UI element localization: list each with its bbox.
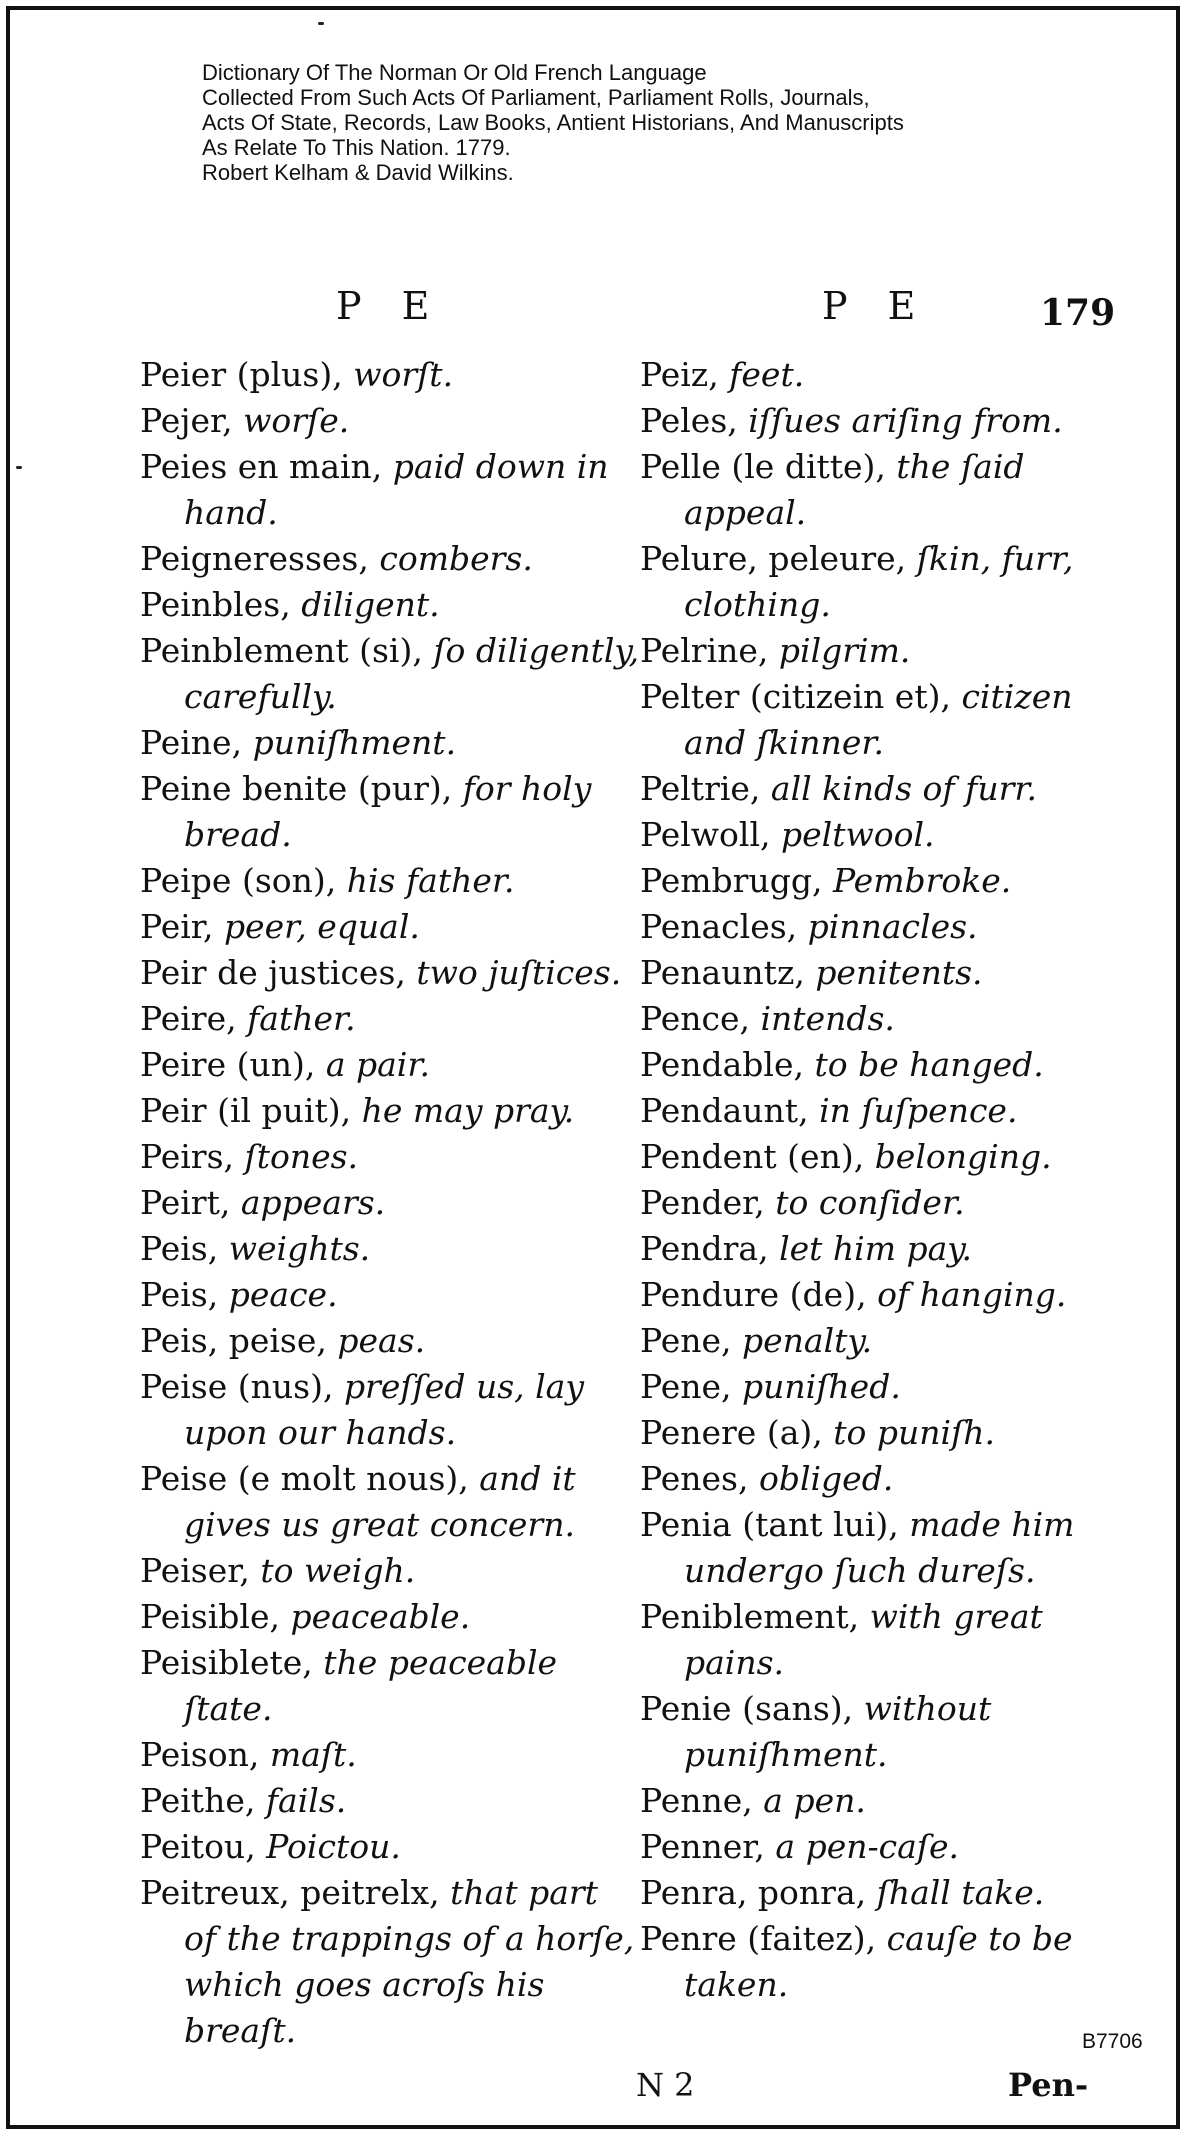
entry-headword: Peltrie, bbox=[640, 769, 771, 808]
entry-headword: Penie (sans), bbox=[640, 1689, 864, 1728]
dictionary-entry bbox=[140, 904, 640, 950]
entry-definition: he may pray. bbox=[361, 1091, 575, 1130]
dictionary-entry bbox=[640, 628, 1140, 674]
dictionary-entry bbox=[640, 1686, 1140, 1778]
entry-definition: combers. bbox=[379, 539, 533, 578]
entry-headword: Penacles, bbox=[640, 907, 808, 946]
dictionary-entry bbox=[640, 1318, 1140, 1364]
entry-definition: worſe. bbox=[243, 401, 350, 440]
dictionary-entry bbox=[140, 1778, 640, 1824]
dictionary-entry bbox=[140, 582, 640, 628]
dictionary-entry bbox=[140, 1640, 640, 1732]
entry-definition: two juſtices. bbox=[416, 953, 622, 992]
entry-headword: Pelrine, bbox=[640, 631, 779, 670]
entry-definition: appears. bbox=[240, 1183, 386, 1222]
dictionary-entry bbox=[640, 1042, 1140, 1088]
entry-definition: to conſider. bbox=[775, 1183, 965, 1222]
entry-definition: puniſhed. bbox=[742, 1367, 901, 1406]
entry-definition: peace. bbox=[228, 1275, 338, 1314]
entry-definition: of hanging. bbox=[877, 1275, 1067, 1314]
dictionary-entry bbox=[140, 1318, 640, 1364]
entry-definition: in ſuſpence. bbox=[819, 1091, 1018, 1130]
entry-headword: Peir (il puit), bbox=[140, 1091, 362, 1130]
left-column bbox=[140, 352, 640, 2054]
entry-headword: Peine, bbox=[140, 723, 253, 762]
entry-headword: Peisiblete, bbox=[140, 1643, 324, 1682]
dictionary-entry bbox=[640, 1870, 1140, 1916]
entry-definition: iſſues ariſing from. bbox=[748, 401, 1063, 440]
dictionary-entry bbox=[140, 720, 640, 766]
dictionary-entry bbox=[140, 444, 640, 536]
entry-headword: Peine benite (pur), bbox=[140, 769, 463, 808]
entry-definition: belonging. bbox=[874, 1137, 1052, 1176]
entry-headword: Penre (faitez), bbox=[640, 1919, 887, 1958]
entry-headword: Peies en main, bbox=[140, 447, 393, 486]
entry-headword: Penes, bbox=[640, 1459, 759, 1498]
entry-definition: to weigh. bbox=[260, 1551, 416, 1590]
signature-mark: N 2 bbox=[636, 2066, 695, 2104]
entry-definition: to be hanged. bbox=[814, 1045, 1044, 1084]
entry-definition: a pair. bbox=[325, 1045, 430, 1084]
entry-definition: weights. bbox=[228, 1229, 371, 1268]
entry-definition: peer, equal. bbox=[223, 907, 420, 946]
entry-headword: Penner, bbox=[640, 1827, 776, 1866]
entry-headword: Penne, bbox=[640, 1781, 764, 1820]
dictionary-entry bbox=[640, 398, 1140, 444]
dictionary-entry bbox=[140, 1732, 640, 1778]
entry-definition: father. bbox=[247, 999, 356, 1038]
dictionary-entry bbox=[640, 1272, 1140, 1318]
dictionary-entry bbox=[140, 536, 640, 582]
entry-headword: Pendaunt, bbox=[640, 1091, 820, 1130]
dictionary-entry bbox=[640, 1364, 1140, 1410]
entry-definition: puniſhment. bbox=[252, 723, 457, 762]
entry-definition: pinnacles. bbox=[807, 907, 978, 946]
entry-definition: without puniſhment. bbox=[684, 1689, 992, 1774]
dictionary-entry bbox=[640, 352, 1140, 398]
entry-definition: peltwool. bbox=[781, 815, 935, 854]
header-line: Robert Kelham & David Wilkins. bbox=[202, 160, 514, 185]
entry-definition: ſo diligently, carefully. bbox=[184, 631, 640, 716]
reference-code: B7706 bbox=[1082, 2030, 1143, 2053]
entry-headword: Pelle (le ditte), bbox=[640, 447, 897, 486]
right-column bbox=[640, 352, 1140, 2008]
dictionary-entry bbox=[640, 1226, 1140, 1272]
dictionary-entry bbox=[640, 1916, 1140, 2008]
page-number: 179 bbox=[1040, 292, 1116, 334]
dictionary-entry bbox=[140, 1594, 640, 1640]
entry-definition: citizen and ſkinner. bbox=[684, 677, 1073, 762]
dictionary-entry bbox=[140, 1548, 640, 1594]
ink-speck bbox=[16, 466, 22, 469]
dictionary-entry bbox=[140, 398, 640, 444]
right-running-head: P E bbox=[822, 284, 930, 328]
dictionary-entry bbox=[640, 1134, 1140, 1180]
entry-headword: Pelure, peleure, bbox=[640, 539, 917, 578]
entry-definition: for holy bread. bbox=[184, 769, 592, 854]
dictionary-entry bbox=[140, 1180, 640, 1226]
entry-headword: Peison, bbox=[140, 1735, 270, 1774]
entry-headword: Penia (tant lui), bbox=[640, 1505, 910, 1544]
ink-speck bbox=[318, 22, 324, 25]
dictionary-entry bbox=[140, 1272, 640, 1318]
entry-definition: all kinds of furr. bbox=[770, 769, 1037, 808]
entry-headword: Peitreux, peitrelx, bbox=[140, 1873, 451, 1912]
dictionary-entry bbox=[140, 950, 640, 996]
dictionary-entry bbox=[140, 352, 640, 398]
book-header bbox=[202, 60, 904, 185]
entry-headword: Peiser, bbox=[140, 1551, 261, 1590]
entry-headword: Peise (nus), bbox=[140, 1367, 344, 1406]
entry-definition: let him pay. bbox=[779, 1229, 973, 1268]
entry-definition: worſt. bbox=[353, 355, 454, 394]
header-line: Acts Of State, Records, Law Books, Antient Historians, And Manuscripts bbox=[202, 110, 904, 135]
dictionary-entry bbox=[640, 1502, 1140, 1594]
entry-headword: Pence, bbox=[640, 999, 761, 1038]
header-line: Collected From Such Acts Of Parliament, Parliament Rolls, Journals, bbox=[202, 85, 870, 110]
entry-headword: Peis, bbox=[140, 1229, 229, 1268]
entry-headword: Peis, peise, bbox=[140, 1321, 338, 1360]
entry-headword: Peiz, bbox=[640, 355, 730, 394]
entry-definition: the ſaid appeal. bbox=[684, 447, 1025, 532]
entry-headword: Pene, bbox=[640, 1321, 743, 1360]
dictionary-entry bbox=[640, 1778, 1140, 1824]
entry-definition: fails. bbox=[265, 1781, 347, 1820]
entry-definition: ſtones. bbox=[244, 1137, 359, 1176]
entry-headword: Pelwoll, bbox=[640, 815, 782, 854]
dictionary-entry bbox=[640, 812, 1140, 858]
entry-headword: Pender, bbox=[640, 1183, 776, 1222]
entry-headword: Pendure (de), bbox=[640, 1275, 878, 1314]
dictionary-entry bbox=[140, 1870, 640, 2054]
dictionary-entry bbox=[140, 996, 640, 1042]
entry-headword: Peitou, bbox=[140, 1827, 267, 1866]
entry-headword: Penra, ponra, bbox=[640, 1873, 877, 1912]
dictionary-entry bbox=[640, 444, 1140, 536]
entry-definition: Pembroke. bbox=[832, 861, 1012, 900]
dictionary-entry bbox=[640, 1180, 1140, 1226]
entry-headword: Peles, bbox=[640, 401, 749, 440]
dictionary-entry bbox=[640, 950, 1140, 996]
dictionary-entry bbox=[640, 536, 1140, 628]
entry-definition: made him undergo ſuch dureſs. bbox=[684, 1505, 1075, 1590]
dictionary-entry bbox=[140, 1042, 640, 1088]
entry-headword: Pembrugg, bbox=[640, 861, 833, 900]
dictionary-entry bbox=[140, 1824, 640, 1870]
entry-headword: Peinbles, bbox=[140, 585, 302, 624]
entry-headword: Peirt, bbox=[140, 1183, 241, 1222]
catchword: Pen- bbox=[1008, 2066, 1089, 2104]
entry-definition: to puniſh. bbox=[833, 1413, 995, 1452]
entry-headword: Pendent (en), bbox=[640, 1137, 875, 1176]
entry-definition: cauſe to be taken. bbox=[684, 1919, 1073, 2004]
entry-headword: Peier (plus), bbox=[140, 355, 354, 394]
entry-headword: Pendable, bbox=[640, 1045, 815, 1084]
entry-definition: feet. bbox=[729, 355, 805, 394]
entry-definition: penalty. bbox=[742, 1321, 873, 1360]
entry-headword: Pene, bbox=[640, 1367, 743, 1406]
entry-definition: his father. bbox=[346, 861, 515, 900]
entry-headword: Peire, bbox=[140, 999, 248, 1038]
entry-definition: diligent. bbox=[301, 585, 440, 624]
dictionary-entry bbox=[640, 1456, 1140, 1502]
left-running-head: P E bbox=[336, 284, 444, 328]
entry-headword: Pendra, bbox=[640, 1229, 780, 1268]
entry-headword: Peise (e molt nous), bbox=[140, 1459, 480, 1498]
entry-headword: Pejer, bbox=[140, 401, 244, 440]
entry-headword: Pelter (citizein et), bbox=[640, 677, 962, 716]
entry-headword: Peniblement, bbox=[640, 1597, 870, 1636]
entry-definition: the peaceable ſtate. bbox=[184, 1643, 558, 1728]
entry-definition: ſkin, furr, clothing. bbox=[684, 539, 1074, 624]
dictionary-entry bbox=[640, 674, 1140, 766]
dictionary-entry bbox=[140, 628, 640, 720]
entry-definition: pilgrim. bbox=[778, 631, 911, 670]
dictionary-entry bbox=[140, 1364, 640, 1456]
entry-definition: with great pains. bbox=[684, 1597, 1043, 1682]
entry-headword: Peis, bbox=[140, 1275, 229, 1314]
dictionary-entry bbox=[640, 1594, 1140, 1686]
entry-headword: Penere (a), bbox=[640, 1413, 834, 1452]
entry-headword: Peirs, bbox=[140, 1137, 245, 1176]
dictionary-entry bbox=[140, 766, 640, 858]
entry-headword: Peir, bbox=[140, 907, 224, 946]
entry-definition: maſt. bbox=[269, 1735, 357, 1774]
entry-headword: Peipe (son), bbox=[140, 861, 347, 900]
entry-headword: Peithe, bbox=[140, 1781, 266, 1820]
entry-headword: Penauntz, bbox=[640, 953, 816, 992]
dictionary-entry bbox=[640, 996, 1140, 1042]
entry-definition: and it gives us great concern. bbox=[184, 1459, 576, 1544]
entry-definition: a pen. bbox=[763, 1781, 866, 1820]
entry-definition: Poictou. bbox=[266, 1827, 401, 1866]
entry-headword: Peisible, bbox=[140, 1597, 291, 1636]
header-line: Dictionary Of The Norman Or Old French Language bbox=[202, 60, 707, 85]
dictionary-entry bbox=[140, 1088, 640, 1134]
entry-definition: a pen-caſe. bbox=[775, 1827, 960, 1866]
dictionary-entry bbox=[140, 858, 640, 904]
entry-headword: Peir de justices, bbox=[140, 953, 417, 992]
entry-definition: preſſed us, lay upon our hands. bbox=[184, 1367, 584, 1452]
dictionary-entry bbox=[640, 858, 1140, 904]
dictionary-entry bbox=[640, 904, 1140, 950]
entry-definition: peaceable. bbox=[290, 1597, 471, 1636]
dictionary-entry bbox=[140, 1226, 640, 1272]
entry-headword: Peire (un), bbox=[140, 1045, 326, 1084]
entry-definition: paid down in hand. bbox=[184, 447, 609, 532]
entry-definition: penitents. bbox=[815, 953, 983, 992]
entry-headword: Peinblement (si), bbox=[140, 631, 434, 670]
entry-definition: that part of the trappings of a horſe, which goes acroſs his breaſt. bbox=[184, 1873, 635, 2050]
entry-definition: intends. bbox=[760, 999, 895, 1038]
entry-headword: Peigneresses, bbox=[140, 539, 380, 578]
dictionary-entry bbox=[140, 1456, 640, 1548]
entry-definition: peas. bbox=[337, 1321, 426, 1360]
header-line: As Relate To This Nation. 1779. bbox=[202, 135, 511, 160]
dictionary-entry bbox=[640, 1088, 1140, 1134]
dictionary-entry bbox=[640, 1824, 1140, 1870]
entry-definition: ſhall take. bbox=[876, 1873, 1045, 1912]
entry-definition: obliged. bbox=[758, 1459, 894, 1498]
dictionary-entry bbox=[640, 766, 1140, 812]
dictionary-entry bbox=[640, 1410, 1140, 1456]
dictionary-entry bbox=[140, 1134, 640, 1180]
